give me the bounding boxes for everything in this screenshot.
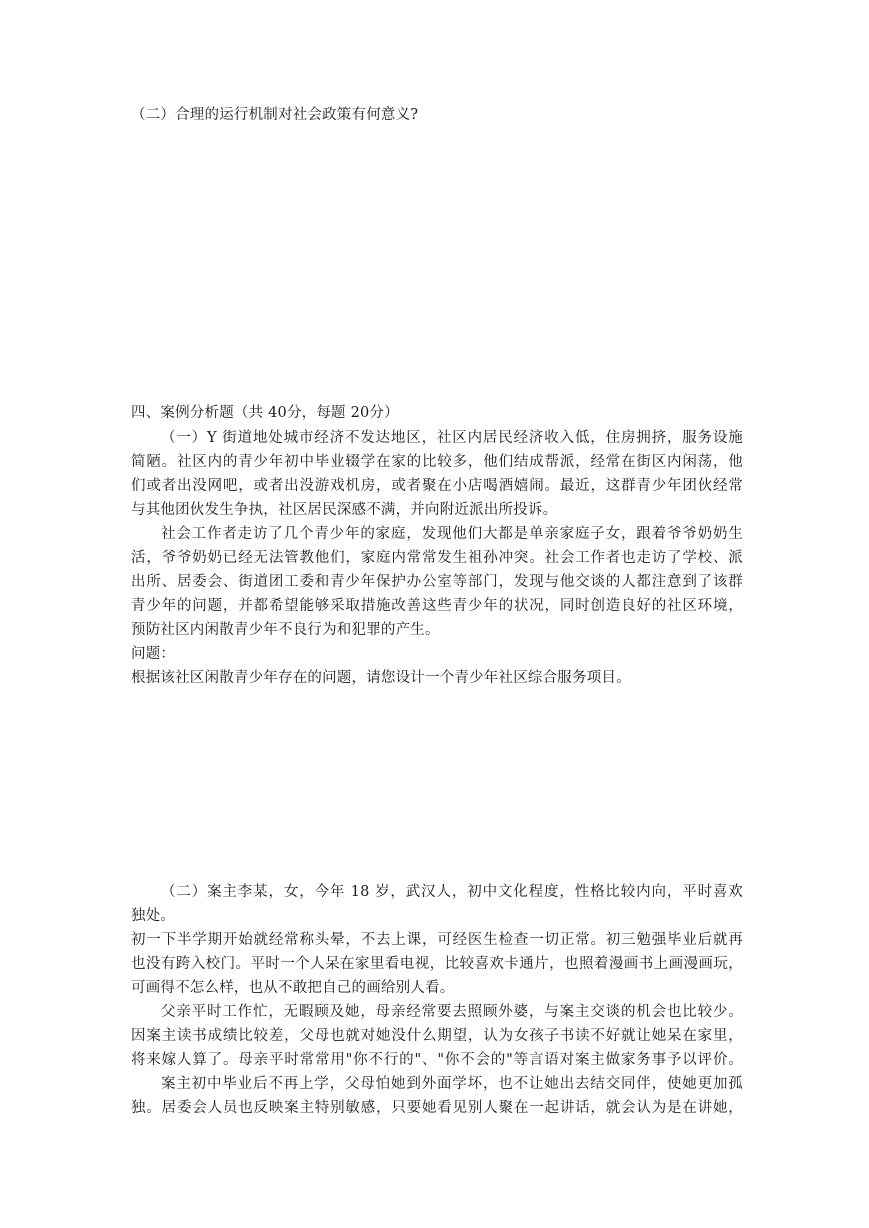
case-1-line: 社会工作者走访了几个青少年的家庭，发现他们大都是单亲家庭子女，跟着爷爷奶奶生 [161, 526, 743, 542]
case-1-line: 出所、居委会、街道团工委和青少年保护办公室等部门，发现与他交谈的人都注意到了该群 [131, 574, 743, 590]
case-1-line: 简陋。社区内的青少年初中毕业辍学在家的比较多，他们结成帮派，经常在街区内闲荡，他 [131, 454, 743, 470]
section-4-heading: 四、案例分析题（共 40分，每题 20分） [131, 405, 399, 421]
case-1-line: 们或者出没网吧，或者出没游戏机房，或者聚在小店喝酒嬉闹。最近，这群青少年团伙经常 [131, 478, 743, 494]
case-1-question-label: 问题： [131, 646, 176, 662]
case-1-line: 与其他团伙发生争执，社区居民深感不满，并向附近派出所投诉。 [131, 502, 558, 518]
case-2-line: 父亲平时工作忙，无暇顾及她，母亲经常要去照顾外婆，与案主交谈的机会也比较少。 [161, 1004, 743, 1020]
case-2-line: 独处。 [131, 908, 176, 924]
case-2-line: 可画得不怎么样，也从不敢把自己的画给别人看。 [131, 980, 455, 996]
case-1-question-text: 根据该社区闲散青少年存在的问题，请您设计一个青少年社区综合服务项目。 [131, 670, 631, 686]
case-2-line: 将来嫁人算了。母亲平时常常用"你不行的"、"你不会的"等言语对案主做家务事予以评价。 [131, 1052, 743, 1068]
case-1-line: 活，爷爷奶奶已经无法管教他们，家庭内常常发生祖孙冲突。社会工作者也走访了学校、派 [131, 550, 743, 566]
case-2-line: 初一下半学期开始就经常称头晕，不去上课，可经医生检查一切正常。初三勉强毕业后就再 [131, 932, 743, 948]
case-2-line: 因案主读书成绩比较差，父母也就对她没什么期望，认为女孩子书读不好就让她呆在家里， [131, 1028, 743, 1044]
case-2-line: 独。居委会人员也反映案主特别敏感，只要她看见别人聚在一起讲话，就会认为是在讲她， [131, 1100, 743, 1116]
question-2-text: （二）合理的运行机制对社会政策有何意义? [131, 107, 419, 123]
case-1-line: 预防社区内闲散青少年不良行为和犯罪的产生。 [131, 622, 440, 638]
case-2-line: 也没有跨入校门。平时一个人呆在家里看电视，比较喜欢卡通片，也照着漫画书上画漫画玩， [131, 956, 743, 972]
case-2-line: 案主初中毕业后不再上学，父母怕她到外面学坏，也不让她出去结交同伴，使她更加孤 [161, 1076, 743, 1092]
case-1-line: 青少年的问题，并都希望能够采取措施改善这些青少年的状况，同时创造良好的社区环境， [131, 598, 743, 614]
case-2-line: （二）案主李某，女，今年 18 岁，武汉人，初中文化程度，性格比较内向，平时喜欢 [161, 884, 743, 900]
case-1-line: （一）Y 街道地处城市经济不发达地区，社区内居民经济收入低，住房拥挤，服务设施 [161, 430, 743, 446]
